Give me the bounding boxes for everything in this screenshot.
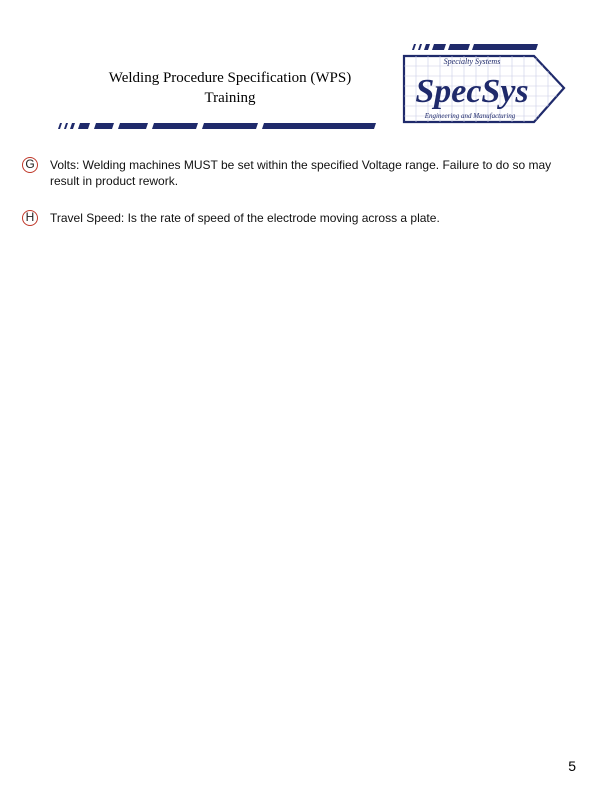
item-marker-h: H (22, 210, 38, 226)
item-text-volts: Volts: Welding machines MUST be set within the specified Voltage range. Failure to do so may result in product rework. (50, 158, 552, 188)
logo-brand-text: SpecSys (415, 73, 529, 110)
item-marker-g: G (22, 157, 38, 173)
document-title (60, 68, 400, 108)
title-line-2: Training (204, 90, 256, 106)
item-text-travel-speed: Travel Speed: Is the rate of speed of the electrode moving across a plate. (50, 211, 440, 225)
header-dashed-rule (58, 123, 376, 129)
specsys-logo (398, 42, 570, 128)
logo-top-text: Specialty Systems (443, 57, 501, 66)
title-line-1: Welding Procedure Specification (WPS) (108, 70, 352, 86)
logo-bottom-text: Engineering and Manufacturing (424, 112, 516, 120)
page-number: 5 (568, 758, 576, 774)
